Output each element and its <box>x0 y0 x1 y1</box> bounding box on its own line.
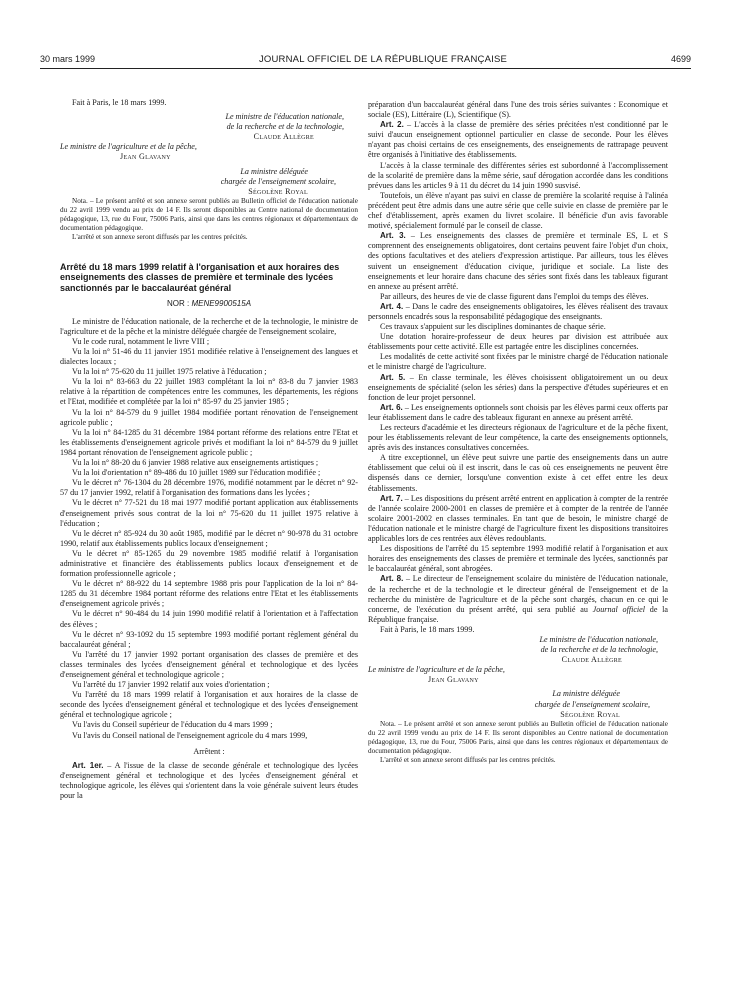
visa-paragraph: Vu la loi n° 51-46 du 11 janvier 1951 modifiée relative à l'enseignement des langues et dialectes locaux ; <box>60 347 358 367</box>
article-label: Art. 5. <box>380 372 406 382</box>
visa-paragraph: Vu l'arrêté du 17 janvier 1992 relatif aux voies d'orientation ; <box>72 680 270 690</box>
article-8: Art. 8. – Le directeur de l'enseignement scolaire du ministère de l'éducation nationale, de la recherche et de la technologie et le directeur général de l'enseignement et de la recherche du ministère de l'agriculture et de la pêche sont chargés, chacun en ce qui le concerne, de l'exécution du présent arrêté, qui sera publié au Journal officiel de la République française. <box>368 574 668 624</box>
visa-paragraph: Vu le décret n° 77-521 du 18 mai 1977 modifié portant application aux établissements d'enseignement privés sous contrat de la loi n° 75-620 du 11 juillet 1975 relative à l'éducation ; <box>60 498 358 528</box>
visa-paragraph: Le ministre de l'éducation nationale, de la recherche et de la technologie, le ministre de l'agriculture et de la pêche et la ministre déléguée chargée de l'enseignement scolaire, <box>60 316 358 336</box>
nota-paragraph: Nota. – Le présent arrêté et son annexe seront publiés au Bulletin officiel de l'éducation nationale du 22 avril 1999 vendu au prix de 14 F. Ils seront disponibles au Centre national de documentation pédagogique, 13, rue du Four, 75006 Paris, ainsi que dans les centres régionaux et départementaux de documentation pédagogique. <box>60 196 358 232</box>
article-label: Art. 2. <box>380 120 404 130</box>
signature-enseignement-scolaire: La ministre déléguée chargée de l'enseignement scolaire, Ségolène Royal <box>368 689 668 719</box>
article-paragraph: Ces travaux s'appuient sur les disciplines dominantes de chaque série. <box>380 322 606 332</box>
article-label: Art. 3. <box>380 231 406 241</box>
article-label: Art. 6. <box>380 402 403 412</box>
article-paragraph: Toutefois, un élève n'ayant pas suivi en classe de première la scolarité requise à l'alinéa précédent peut être admis dans une autre série que celle suivie en classe de première par le chef d'établissement, après examen du livret scolaire. Il bénéficie d'un avis favorable motivé, spécialement formulé par le conseil de classe. <box>368 190 668 231</box>
visas-list <box>60 317 358 741</box>
visa-paragraph: Vu la loi n° 83-663 du 22 juillet 1983 complétant la loi n° 83-8 du 7 janvier 1983 relative à la répartition de compétences entre les communes, les départements, les régions et l'Etat, modifiée et complétée par la loi n° 85-97 du 25 janvier 1985 ; <box>60 377 358 407</box>
visa-paragraph: Vu le code rural, notamment le livre VIII ; <box>72 336 210 346</box>
visa-paragraph: Vu la loi n° 84-579 du 9 juillet 1984 modifiée portant rénovation de l'enseignement agricole public ; <box>60 407 358 427</box>
visa-paragraph: Vu la loi n° 84-1285 du 31 décembre 1984 portant réforme des relations entre l'Etat et les établissements d'enseignement agricole privés et modifiant la loi n° 84-579 du 9 juillet 1984 portant rénovation de l'enseignement agricole public ; <box>60 427 358 457</box>
signature-education: Le ministre de l'éducation nationale, de la recherche et de la technologie, Claude Allègre <box>60 112 358 142</box>
nor-reference: NOR : MENE9900515A <box>166 298 252 308</box>
visa-paragraph: Vu le décret n° 76-1304 du 28 décembre 1976, modifié notamment par le décret n° 92-57 du 17 janvier 1992, relatif à l'organisation des formations dans les lycées ; <box>60 478 358 498</box>
article-5: Art. 5. – En classe terminale, les élèves choisissent obligatoirement un ou deux enseignements de spécialité (selon les séries) dans la perspective d'études supérieures et en fonction de leur projet personnel. <box>368 372 668 402</box>
header-rule <box>40 68 691 69</box>
visa-paragraph: Vu l'avis du Conseil supérieur de l'éducation du 4 mars 1999 ; <box>72 720 273 730</box>
signature-agriculture: Le ministre de l'agriculture et de la pêche, Jean Glavany <box>368 665 668 685</box>
fait-a-paris: Fait à Paris, le 18 mars 1999. <box>380 624 475 634</box>
visa-paragraph: Vu le décret n° 90-484 du 14 juin 1990 modifié relatif à l'orientation et à l'affectation des élèves ; <box>60 609 358 629</box>
article-paragraph: Les recteurs d'académie et les directeurs régionaux de l'agriculture et de la pêche fixent, pour les établissements relevant de leur compétence, la carte des enseignements optionnels, après avis des instances consultatives concernées. <box>368 423 668 453</box>
signature-enseignement-scolaire: La ministre déléguée chargée de l'enseignement scolaire, Ségolène Royal <box>60 167 358 197</box>
visa-paragraph: Vu l'avis du Conseil national de l'enseignement agricole du 4 mars 1999, <box>72 730 308 740</box>
signature-agriculture: Le ministre de l'agriculture et de la pêche, Jean Glavany <box>60 142 358 162</box>
article-paragraph: L'accès à la classe terminale des différentes séries est subordonné à l'accomplissement de la scolarité de première dans la même série, sauf dérogation accordée dans les conditions prévues dans les articles 9 à 11 du décret du 14 juin 1990 susvisé. <box>368 160 668 190</box>
page-header <box>40 52 691 66</box>
visa-paragraph: Vu la loi n° 75-620 du 11 juillet 1975 relative à l'éducation ; <box>72 367 267 377</box>
article-paragraph: Une dotation horaire-professeur de deux heures par division est attribuée aux établissements pour cette activité. Elle est partagée entre les disciplines concernées. <box>368 332 668 352</box>
nota-paragraph: Nota. – Le présent arrêté et son annexe seront publiés au Bulletin officiel de l'éducation nationale du 22 avril 1999 vendu au prix de 14 F. Ils seront disponibles au Centre national de documentation pédagogique, 13, rue du Four, 75006 Paris, ainsi que dans les centres régionaux et départementaux de documentation pédagogique. <box>368 719 668 755</box>
article-paragraph: Les modalités de cette activité sont fixées par le ministre chargé de l'éducation nationale et le ministre chargé de l'agriculture. <box>368 352 668 372</box>
visa-paragraph: Vu l'arrêté du 18 mars 1999 relatif à l'organisation et aux horaires de la classe de seconde des lycées d'enseignement général et technologique et des lycées d'enseignement général et technologique agricole ; <box>60 690 358 720</box>
article-1-continued: préparation d'un baccalauréat général dans l'une des trois séries suivantes : Economique et sociale (ES), Littéraire (L), Scientifique (S). <box>368 100 668 120</box>
article-2: Art. 2. – L'accès à la classe de première des séries précitées n'est conditionné par le suivi d'aucun enseignement optionnel particulier en classe de seconde. Pour les élèves n'ayant pas choisi certains de ces enseignements, des enseignements de rattrapage peuvent être organisés à l'initiative des établissements. <box>368 120 668 160</box>
article-1: Art. 1er. – A l'issue de la classe de seconde générale et technologique des lycées d'enseignement général et technologique et des lycées d'enseignement général et technologique agricole, les élèves qui s'orientent dans la voie générale suivent leurs études pour la <box>60 760 358 801</box>
signatory-name: Jean Glavany <box>428 675 479 685</box>
visa-paragraph: Vu l'arrêté du 17 janvier 1992 portant organisation des classes de première et des classes terminales des lycées d'enseignement général et technologique et des lycées d'enseignement général et technologique agricole ; <box>60 649 358 679</box>
signatory-name: Claude Allègre <box>561 655 622 665</box>
signatory-name: Ségolène Royal <box>248 186 308 196</box>
nota-diffusion: L'arrêté et son annexe seront diffusés par les centres précités. <box>380 755 556 764</box>
article-6: Art. 6. – Les enseignements optionnels sont choisis par les élèves parmi ceux offerts par leur établissement dans le cadre des tableaux figurant en annexe au présent arrêté. <box>368 402 668 422</box>
article-label: Art. 8. <box>380 574 404 584</box>
right-column <box>368 100 668 978</box>
arrete-title: Arrêté du 18 mars 1999 relatif à l'organisation et aux horaires des enseignements des classes de première et terminale des lycées sanctionnés par le baccalauréat général <box>60 261 340 294</box>
article-label: Art. 1er. <box>72 760 104 770</box>
visa-paragraph: Vu la loi n° 88-20 du 6 janvier 1988 relative aux enseignements artistiques ; <box>72 458 319 468</box>
visa-paragraph: Vu le décret n° 88-922 du 14 septembre 1988 pris pour l'application de la loi n° 84-1285 du 31 décembre 1984 portant réforme des relations entre l'Etat et les établissements d'enseignement agricole privés ; <box>60 579 358 609</box>
visa-paragraph: Vu la loi d'orientation n° 89-486 du 10 juillet 1989 sur l'éducation modifiée ; <box>72 468 321 478</box>
signature-education: Le ministre de l'éducation nationale, de la recherche et de la technologie, Claude Allègre <box>368 635 668 665</box>
article-label: Art. 4. <box>380 301 404 311</box>
article-paragraph: Les dispositions de l'arrêté du 15 septembre 1993 modifié relatif à l'organisation et aux horaires des enseignements des classes de première et terminale des lycées, sanctionnés par le baccalauréat général, sont abrogées. <box>368 544 668 574</box>
journal-title: JOURNAL OFFICIEL DE LA RÉPUBLIQUE FRANÇAISE <box>258 53 508 65</box>
nota-diffusion: L'arrêté et son annexe seront diffusés par les centres précités. <box>72 232 248 241</box>
article-paragraph: Par ailleurs, des heures de vie de classe figurent dans l'emploi du temps des élèves. <box>380 291 649 301</box>
article-label: Art. 7. <box>380 493 403 503</box>
fait-a-paris: Fait à Paris, le 18 mars 1999. <box>72 98 167 107</box>
article-7: Art. 7. – Les dispositions du présent arrêté entrent en application à compter de la rentrée de l'année scolaire 2000-2001 en classes de première et à compter de la rentrée de l'année scolaire 2001-2002 en classes terminales. En tant que de besoin, le ministre chargé de l'éducation nationale et le ministre chargé de l'agriculture fixent les dispositions transitoires applicables lors de ces rentrées aux élèves redoublants. <box>368 493 668 544</box>
arretent-heading: Arrêtent : <box>193 746 225 756</box>
signatory-name: Jean Glavany <box>120 152 171 162</box>
visa-paragraph: Vu le décret n° 85-1265 du 29 novembre 1985 modifié relatif à l'organisation administrative et financière des établissements publics locaux d'enseignement et de formation professionnelle agricole ; <box>60 548 358 579</box>
visa-paragraph: Vu le décret n° 93-1092 du 15 septembre 1993 modifié portant règlement général du baccalauréat général ; <box>60 629 358 649</box>
page-number: 4699 <box>670 54 691 64</box>
article-4: Art. 4. – Dans le cadre des enseignements obligatoires, les élèves réalisent des travaux personnels encadrés sous la responsabilité pédagogique des enseignants. <box>368 301 668 321</box>
article-paragraph: A titre exceptionnel, un élève peut suivre une partie des enseignements dans un autre établissement que celui où il est inscrit, dans le cas où ces enseignements ne peuvent être dispensés dans ce dernier, lorsqu'une convention existe à cet effet entre les deux établissements. <box>368 453 668 493</box>
signatory-name: Claude Allègre <box>253 132 314 142</box>
visa-paragraph: Vu le décret n° 85-924 du 30 août 1985, modifié par le décret n° 90-978 du 31 octobre 1990, relatif aux établissements publics locaux d'enseignement ; <box>60 528 358 548</box>
signatory-name: Ségolène Royal <box>560 709 620 719</box>
article-3: Art. 3. – Les enseignements des classes de première et terminale ES, L et S comprennent des enseignements obligatoires, dont certains peuvent faire l'objet d'un choix, des options facultatives et des ateliers d'expression artistique. Par ailleurs, tous les élèves suivent un enseignement d'éducation civique, juridique et sociale. La liste des enseignements et leur horaire dans chacune des séries sont fixés dans les tableaux figurant en annexe au présent arrêté. <box>368 231 668 291</box>
header-date: 30 mars 1999 <box>40 54 96 64</box>
left-column <box>60 98 358 978</box>
